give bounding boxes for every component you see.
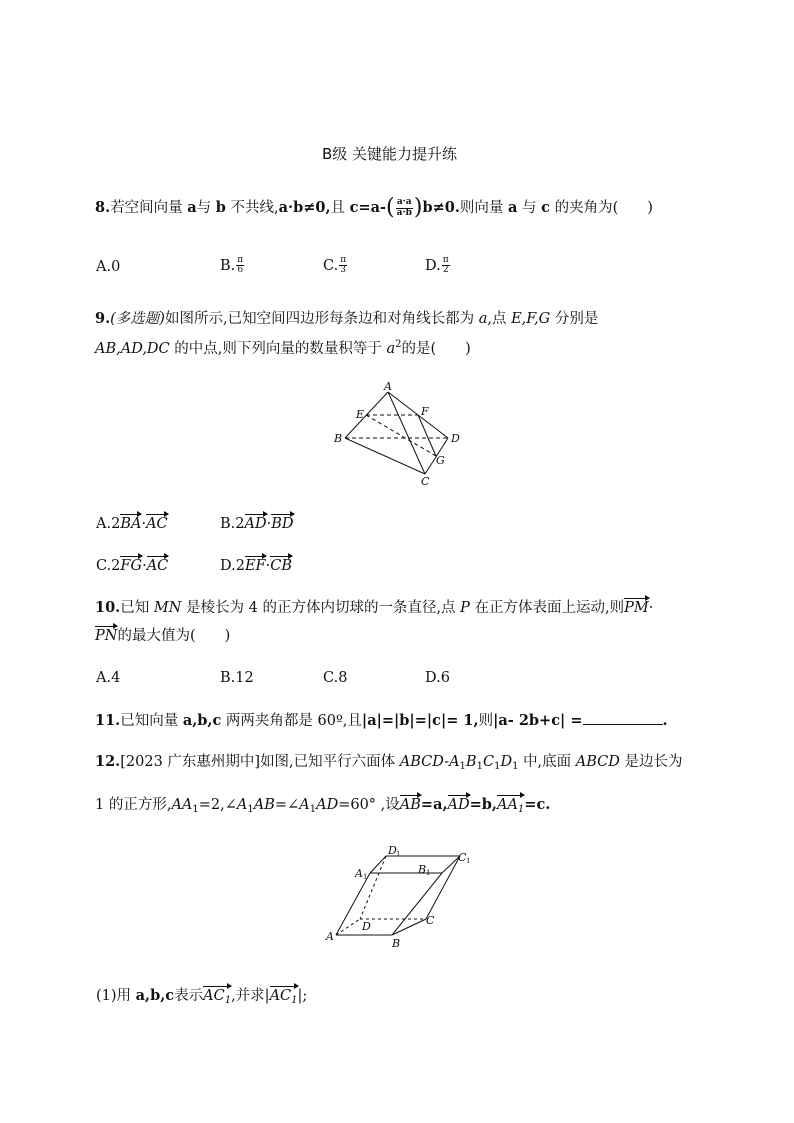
tetrahedron-figure [330, 380, 470, 490]
question-source: [2023 广东惠州期中] [120, 754, 261, 770]
q10-option-c[interactable]: C.8 [323, 670, 348, 686]
label-a: A [326, 930, 334, 943]
label-d1: D [388, 844, 397, 857]
q10-option-d[interactable]: D.6 [425, 670, 450, 686]
q8-text: 与 [522, 200, 537, 217]
q8-option-b[interactable]: B. $\frac{\pi}{6}$ [220, 255, 244, 276]
q10-option-b[interactable]: B.12 [220, 670, 254, 686]
label-g: G [436, 454, 445, 467]
var-b: b [215, 199, 226, 217]
q8-text: 的夹角为( ) [554, 200, 653, 217]
question-10-line-2: PN的最大值为( ) [95, 628, 231, 644]
q8-option-d[interactable]: D. $\frac{\pi}{2}$ [425, 255, 449, 276]
q9-option-b[interactable]: B.2AD·BD [220, 516, 294, 532]
label-d1-sub: 1 [396, 850, 401, 858]
question-9-line-1: 9.(多选题)如图所示,已知空间四边形每条边和对角线长都为 a,点 E,F,G 分别是 [95, 310, 599, 327]
label-a: A [384, 380, 392, 393]
q8-math: b≠0. [422, 199, 460, 217]
q8-math: a·b≠0, [278, 199, 331, 217]
label-e: E [356, 408, 365, 421]
label-d: D [362, 920, 371, 933]
q8-text: 若空间向量 [110, 200, 183, 217]
q8-text: 与 [196, 200, 212, 217]
q9-option-d[interactable]: D.2EF·CB [220, 558, 292, 574]
label-b1: B [418, 863, 427, 876]
q8-text: 且 [330, 200, 345, 217]
q10-option-a[interactable]: A.4 [96, 670, 121, 686]
label-b: B [334, 432, 343, 445]
question-number: 10. [95, 599, 121, 616]
question-number: 9. [95, 310, 111, 327]
label-a1-sub: 1 [363, 873, 368, 881]
section-title: B级 关键能力提升练 [322, 145, 458, 163]
label-f: F [421, 405, 429, 418]
fraction: $\frac{\pi}{2}$ [442, 255, 449, 276]
question-12-part-1: (1)用 a,b,c表示$AC_1$,并求$|AC_1|$; [96, 987, 308, 1006]
label-b: B [392, 937, 401, 950]
label-c: C [426, 914, 435, 927]
answer-blank[interactable] [583, 712, 663, 725]
var-a: a [187, 199, 197, 217]
label-c: C [421, 475, 430, 488]
label-c1: C [458, 851, 467, 864]
question-9-line-2: AB,AD,DC 的中点,则下列向量的数量积等于 $a^2$的是( ) [95, 339, 471, 357]
q8-option-c[interactable]: C. $\frac{\pi}{3}$ [323, 255, 347, 276]
fraction: $\frac{\pi}{3}$ [340, 255, 347, 276]
q9-option-a[interactable]: A.2BA·AC [96, 516, 168, 532]
fraction: $\frac{a\cdot a}{a\cdot b}$ [396, 197, 412, 218]
question-11: 11.已知向量 a,b,c 两两夹角都是 60º,且|a|=|b|=|c|= 1,则|a- 2b+c| = . [95, 712, 668, 729]
question-10-line-1: 10.已知 MN 是棱长为 4 的正方体内切球的一条直径,点 P 在正方体表面上运动,则PM· [95, 599, 654, 616]
question-number: 8. [95, 199, 111, 217]
question-12-line-1: 12.[2023 广东惠州期中]如图,已知平行六面体 ABCD-$A_1B_1C_1D_1$ 中,底面 ABCD 是边长为 [95, 753, 683, 772]
parallelepiped-figure [322, 843, 482, 953]
label-b1-sub: 1 [426, 869, 431, 877]
q8-text: 不共线, [230, 200, 279, 217]
var-a: a [508, 199, 518, 217]
fraction: $\frac{\pi}{6}$ [237, 255, 244, 276]
question-number: 12. [95, 753, 121, 770]
label-d: D [451, 432, 460, 445]
question-8: 8.若空间向量 a与 b 不共线,a·b≠0,且 c=a-( $\frac{a\cdot a}{a\cdot b}$ )b≠0.则向量 a 与 c 的夹角为( ) [95, 195, 653, 220]
label-a1: A [355, 867, 363, 880]
question-tag: (多选题) [110, 311, 165, 327]
question-12-line-2: 1 的正方形$,AA_1=2,\angle A_1AB=\angle A_1AD=60^\circ$ ,设$AB=a,AD=b,AA_1=c$. [95, 796, 551, 815]
label-c1-sub: 1 [466, 857, 471, 865]
q8-option-a[interactable]: A.0 [96, 259, 121, 275]
var-c: c [541, 199, 550, 217]
question-number: 11. [95, 712, 121, 729]
q8-math: c=a- [349, 199, 387, 217]
q9-option-c[interactable]: C.2FG·AC [96, 558, 169, 574]
q8-text: 则向量 [459, 200, 504, 217]
